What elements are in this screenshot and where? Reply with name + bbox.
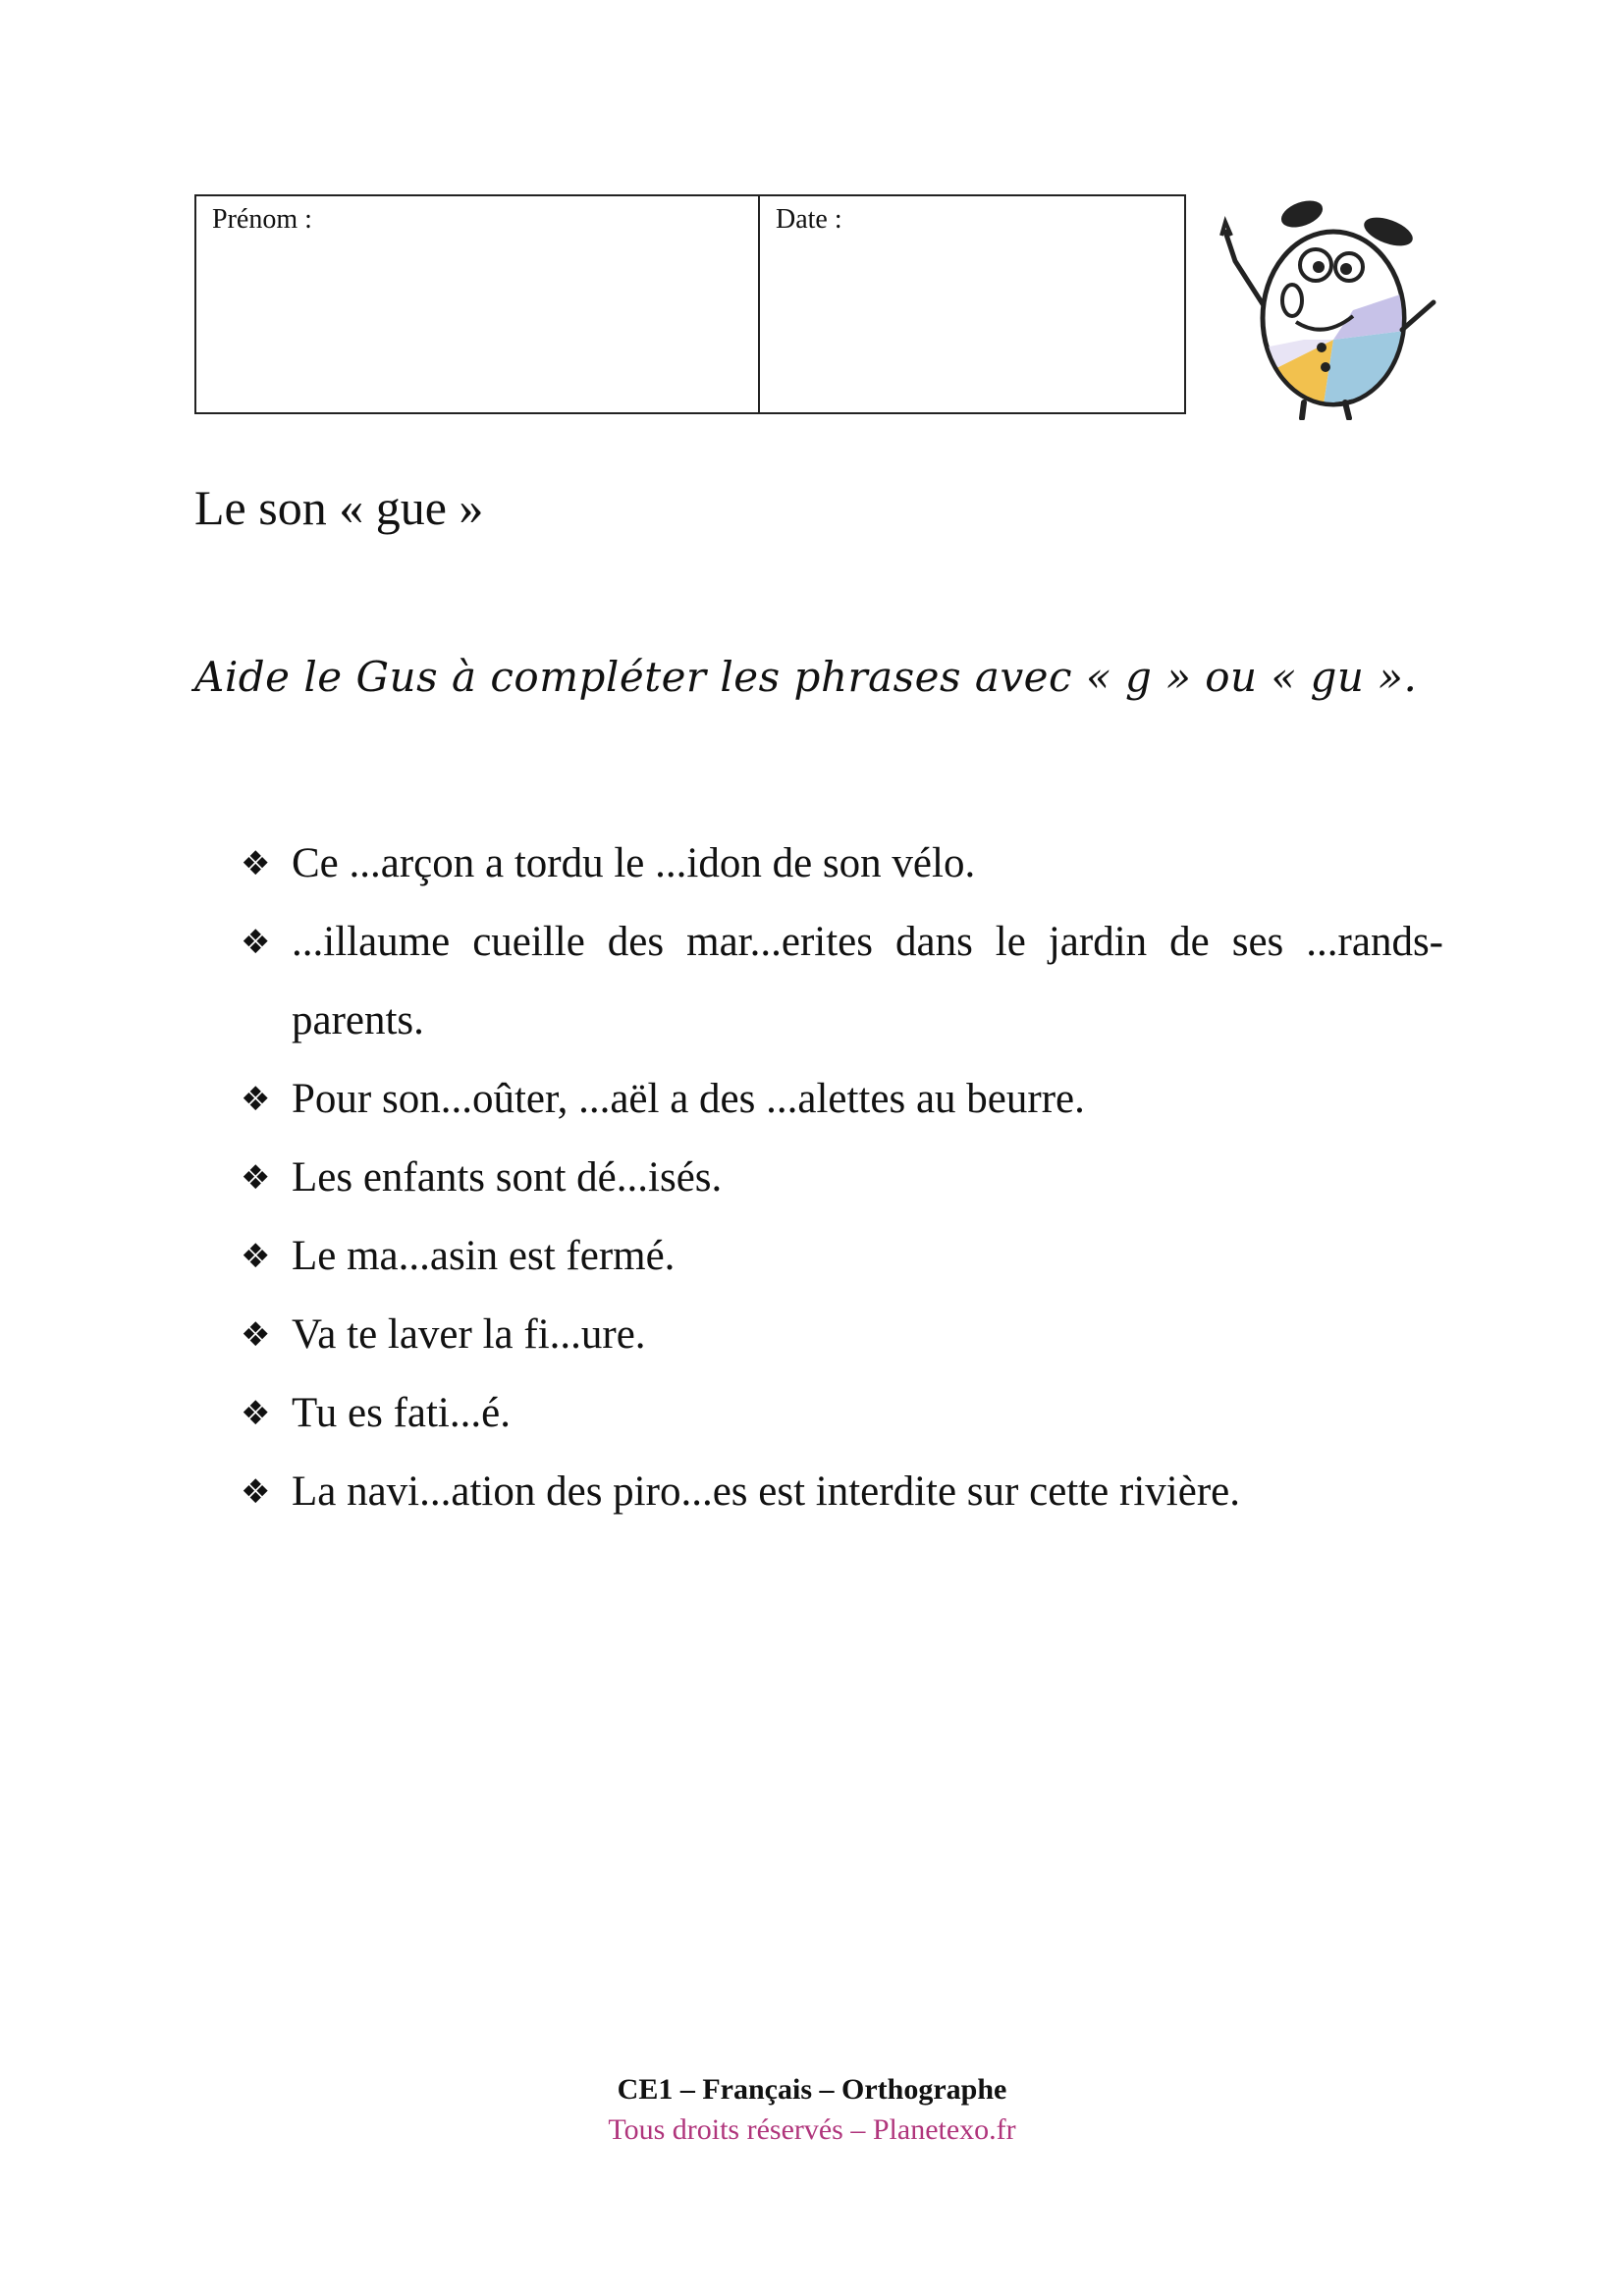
exercise-item	[241, 903, 1443, 1060]
footer-copyright: Tous droits réservés – Planetexo.fr	[608, 2113, 1016, 2146]
diamond-bullet-icon: ❖	[241, 1080, 271, 1119]
exercise-item	[241, 1374, 1443, 1453]
diamond-bullet-icon: ❖	[241, 1394, 271, 1433]
exercise-text[interactable]: Va te laver la fi...ure.	[292, 1311, 646, 1358]
date-field[interactable]	[760, 196, 1184, 412]
exercise-text[interactable]: Tu es fati...é.	[292, 1390, 511, 1436]
name-date-box	[194, 194, 1186, 414]
diamond-bullet-icon: ❖	[241, 844, 271, 883]
diamond-bullet-icon: ❖	[241, 1237, 271, 1276]
exercise-text[interactable]: La navi...ation des piro...es est interdite sur cette rivière.	[292, 1468, 1240, 1515]
exercise-item	[241, 825, 1443, 903]
gus-mascot-icon	[1216, 192, 1451, 420]
diamond-bullet-icon: ❖	[241, 923, 271, 962]
exercise-item	[241, 1296, 1443, 1374]
exercise-item	[241, 1139, 1443, 1217]
exercise-item	[241, 1217, 1443, 1296]
exercise-text[interactable]: Le ma...asin est fermé.	[292, 1233, 676, 1279]
prenom-label: Prénom :	[212, 204, 312, 235]
diamond-bullet-icon: ❖	[241, 1158, 271, 1198]
date-label: Date :	[776, 204, 842, 235]
exercise-text[interactable]: Les enfants sont dé...isés.	[292, 1154, 723, 1201]
prenom-field[interactable]	[196, 196, 760, 412]
diamond-bullet-icon: ❖	[241, 1472, 271, 1512]
exercise-text[interactable]: ...illaume cueille des mar...erites dans le jardin de ses ...rands-parents.	[292, 919, 1443, 1043]
footer-course-label: CE1 – Français – Orthographe	[617, 2073, 1007, 2106]
exercise-text[interactable]: Ce ...arçon a tordu le ...idon de son vélo.	[292, 840, 976, 886]
diamond-bullet-icon: ❖	[241, 1315, 271, 1355]
page-title: Le son « gue »	[194, 480, 484, 535]
exercise-item	[241, 1453, 1443, 1531]
exercise-list	[241, 825, 1443, 1531]
exercise-text[interactable]: Pour son...oûter, ...aël a des ...alettes au beurre.	[292, 1076, 1085, 1122]
instruction: Aide le Gus à compléter les phrases avec « g » ou « gu ».	[194, 653, 1418, 701]
exercise-item	[241, 1060, 1443, 1139]
